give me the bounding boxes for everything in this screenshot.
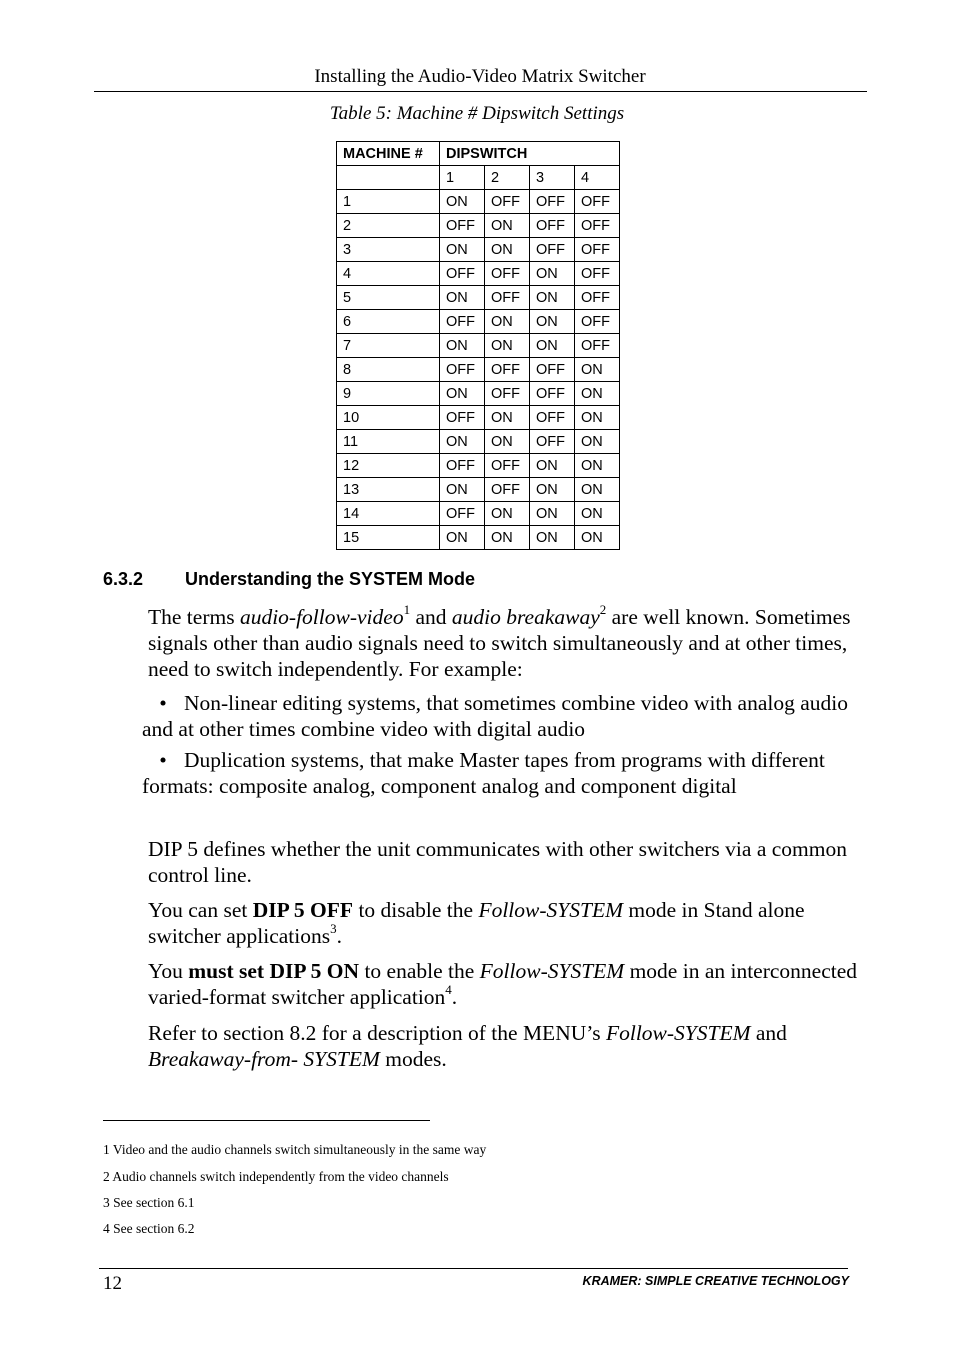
switch-state-cell: ON	[440, 526, 485, 550]
switch-state-cell: OFF	[575, 310, 620, 334]
switch-state-cell: ON	[575, 526, 620, 550]
switch-state-cell: OFF	[575, 214, 620, 238]
switch-number: 4	[575, 166, 620, 190]
header-rule	[94, 91, 867, 92]
switch-state-cell: ON	[485, 526, 530, 550]
machine-number-cell: 5	[337, 286, 440, 310]
switch-state-cell: ON	[440, 238, 485, 262]
switch-state-cell: ON	[530, 262, 575, 286]
table-row	[337, 406, 620, 430]
footnote-ref: 1	[403, 601, 411, 617]
switch-state-cell: OFF	[440, 502, 485, 526]
reference-paragraph: Refer to section 8.2 for a description of the MENU’s Follow-SYSTEM and Breakaway-from- SYSTEM modes.	[148, 1021, 787, 1071]
switch-state-cell: OFF	[440, 358, 485, 382]
switch-state-cell: ON	[530, 478, 575, 502]
table-row	[337, 478, 620, 502]
table-caption: Table 5: Machine # Dipswitch Settings	[329, 103, 625, 124]
switch-state-cell: ON	[485, 430, 530, 454]
switch-state-cell: ON	[575, 502, 620, 526]
switch-state-cell: OFF	[440, 310, 485, 334]
bullet-item: • Duplication systems, that make Master tapes from programs with different formats: composite analog, component analog and component digital	[142, 748, 825, 798]
table-row	[337, 310, 620, 334]
machine-number-cell: 4	[337, 262, 440, 286]
table-row	[337, 430, 620, 454]
section-number: 6.3.2	[103, 569, 144, 589]
switch-state-cell: OFF	[575, 286, 620, 310]
switch-state-cell: ON	[530, 502, 575, 526]
table-row	[337, 286, 620, 310]
switch-state-cell: OFF	[440, 214, 485, 238]
switch-state-cell: OFF	[530, 358, 575, 382]
footnote-ref: 2	[599, 601, 607, 617]
switch-number: 1	[440, 166, 485, 190]
switch-state-cell: ON	[440, 190, 485, 214]
table-row	[337, 502, 620, 526]
section-heading	[103, 567, 475, 591]
switch-state-cell: OFF	[575, 190, 620, 214]
footnote-ref: 4	[445, 981, 452, 997]
switch-state-cell: OFF	[485, 478, 530, 502]
switch-state-cell: OFF	[485, 286, 530, 310]
table-cell-empty	[337, 166, 440, 190]
footer-rule	[99, 1268, 848, 1269]
bullet-item: • Non-linear editing systems, that sometimes combine video with analog audio and at other times combine video with digital audio	[142, 691, 848, 741]
switch-state-cell: ON	[485, 406, 530, 430]
switch-state-cell: ON	[485, 214, 530, 238]
table-row	[337, 334, 620, 358]
footnote-rule	[103, 1120, 430, 1121]
running-header: Installing the Audio-Video Matrix Switcher	[314, 66, 646, 87]
switch-state-cell: OFF	[485, 262, 530, 286]
switch-state-cell: OFF	[530, 214, 575, 238]
machine-number-cell: 14	[337, 502, 440, 526]
bullet-icon: •	[159, 691, 167, 715]
switch-state-cell: OFF	[530, 382, 575, 406]
switch-state-cell: OFF	[575, 334, 620, 358]
bullet-icon: •	[159, 748, 167, 772]
machine-number-cell: 15	[337, 526, 440, 550]
machine-number-cell: 7	[337, 334, 440, 358]
dipswitch-table	[336, 141, 620, 550]
machine-number-cell: 9	[337, 382, 440, 406]
switch-state-cell: ON	[575, 358, 620, 382]
switch-state-cell: ON	[485, 238, 530, 262]
switch-state-cell: ON	[530, 454, 575, 478]
machine-number-cell: 8	[337, 358, 440, 382]
switch-state-cell: ON	[530, 334, 575, 358]
switch-state-cell: OFF	[485, 358, 530, 382]
column-header-machine: MACHINE #	[337, 142, 440, 166]
switch-state-cell: OFF	[485, 454, 530, 478]
machine-number-cell: 2	[337, 214, 440, 238]
footnote: 3 See section 6.1	[103, 1195, 195, 1210]
switch-state-cell: ON	[530, 526, 575, 550]
switch-number: 2	[485, 166, 530, 190]
switch-state-cell: ON	[575, 454, 620, 478]
brand-tagline: KRAMER: SIMPLE CREATIVE TECHNOLOGY	[582, 1274, 849, 1288]
column-header-dipswitch: DIPSWITCH	[440, 142, 620, 166]
footnote: 4 See section 6.2	[103, 1221, 195, 1236]
footnote: 1 Video and the audio channels switch simultaneously in the same way	[103, 1142, 487, 1157]
machine-number-cell: 6	[337, 310, 440, 334]
machine-number-cell: 11	[337, 430, 440, 454]
machine-number-cell: 13	[337, 478, 440, 502]
table-row	[337, 358, 620, 382]
footnote: 2 Audio channels switch independently from the video channels	[103, 1169, 449, 1184]
switch-state-cell: ON	[440, 286, 485, 310]
table-row	[337, 454, 620, 478]
table-row	[337, 214, 620, 238]
table-row	[337, 262, 620, 286]
switch-state-cell: ON	[575, 382, 620, 406]
switch-state-cell: OFF	[530, 190, 575, 214]
switch-number: 3	[530, 166, 575, 190]
switch-state-cell: OFF	[440, 406, 485, 430]
table-row	[337, 190, 620, 214]
switch-state-cell: ON	[440, 334, 485, 358]
machine-number-cell: 10	[337, 406, 440, 430]
switch-state-cell: ON	[575, 406, 620, 430]
switch-state-cell: OFF	[575, 262, 620, 286]
page-number: 12	[103, 1273, 122, 1294]
switch-state-cell: ON	[485, 502, 530, 526]
machine-number-cell: 1	[337, 190, 440, 214]
switch-state-cell: OFF	[440, 262, 485, 286]
switch-state-cell: OFF	[485, 190, 530, 214]
switch-state-cell: OFF	[485, 382, 530, 406]
footnote-ref: 3	[330, 920, 337, 936]
switch-state-cell: OFF	[530, 430, 575, 454]
switch-state-cell: ON	[575, 430, 620, 454]
dip5-off-paragraph: You can set DIP 5 OFF to disable the Follow-SYSTEM mode in Stand alone switcher applications$^3$.	[148, 898, 805, 948]
table-header-row	[337, 142, 620, 166]
intro-paragraph: The terms audio-follow-video$^1$ and audio breakaway$^2$ are well known. Sometimes signals other than audio signals need to switch simultaneously and at other times, need to switch independently. For example:	[148, 601, 851, 681]
switch-state-cell: OFF	[530, 406, 575, 430]
switch-state-cell: ON	[530, 310, 575, 334]
dip5-on-paragraph: You must set DIP 5 ON to enable the Follow-SYSTEM mode in an interconnected varied-format switcher application$^4$.	[148, 959, 858, 1009]
switch-state-cell: OFF	[440, 454, 485, 478]
switch-state-cell: ON	[440, 430, 485, 454]
dip5-paragraph: DIP 5 defines whether the unit communicates with other switchers via a common control line.	[148, 837, 847, 887]
switch-state-cell: OFF	[575, 238, 620, 262]
switch-state-cell: ON	[440, 382, 485, 406]
machine-number-cell: 3	[337, 238, 440, 262]
table-row	[337, 526, 620, 550]
switch-state-cell: ON	[530, 286, 575, 310]
machine-number-cell: 12	[337, 454, 440, 478]
switch-state-cell: ON	[575, 478, 620, 502]
switch-state-cell: ON	[485, 334, 530, 358]
switch-state-cell: ON	[440, 478, 485, 502]
switch-state-cell: ON	[485, 310, 530, 334]
switch-number-row	[337, 166, 620, 190]
table-row	[337, 382, 620, 406]
switch-state-cell: OFF	[530, 238, 575, 262]
table-row	[337, 238, 620, 262]
section-title: Understanding the SYSTEM Mode	[185, 569, 476, 589]
